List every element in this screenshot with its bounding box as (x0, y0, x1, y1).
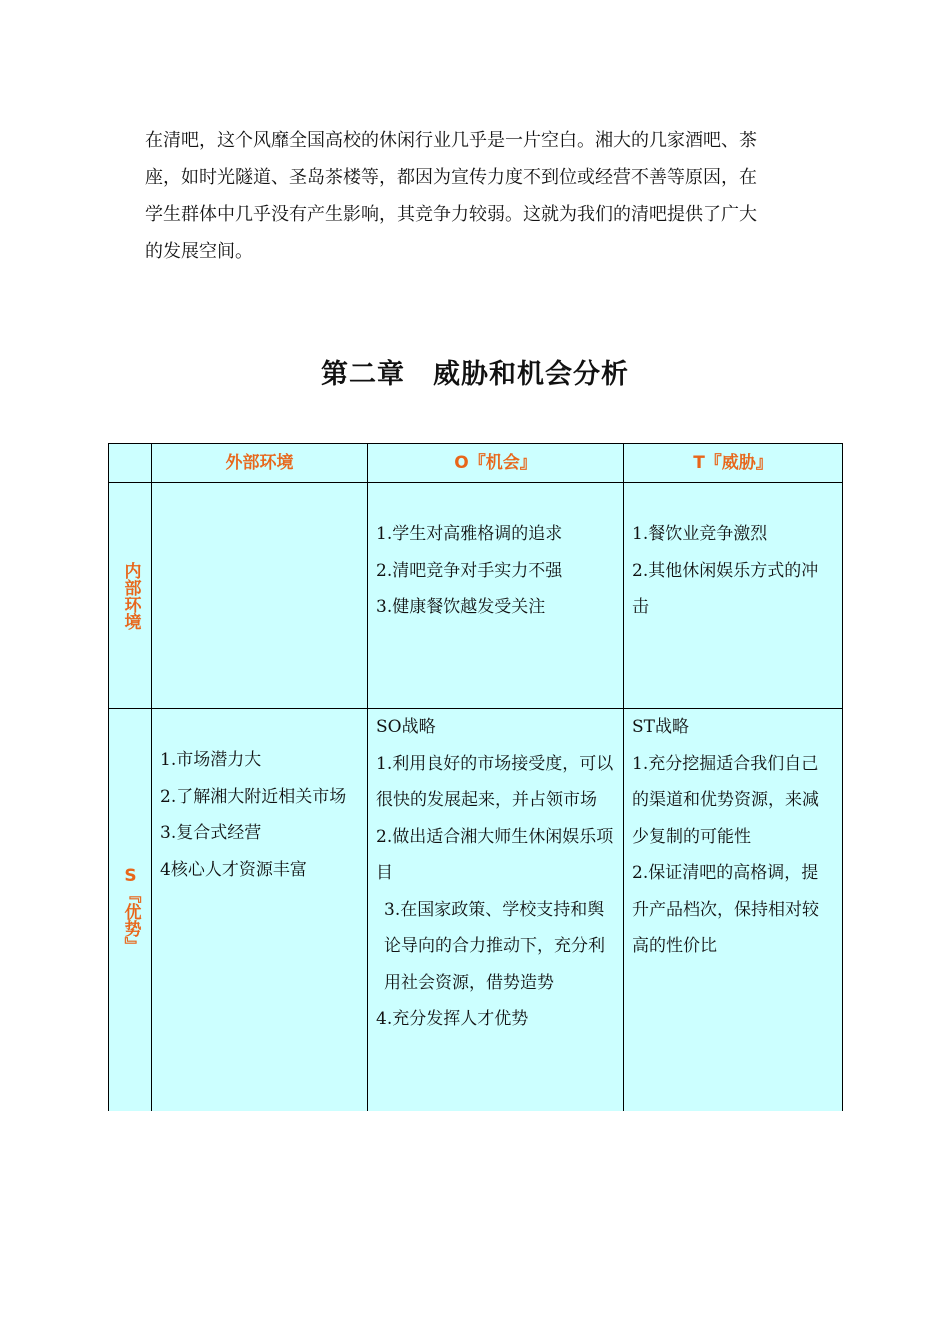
strength-item: 3.复合式经营 (160, 823, 262, 843)
chapter-title: 第二章 威胁和机会分析 (321, 359, 629, 390)
internal-environment-row (109, 483, 843, 709)
strength-item: 2.了解湘大附近相关市场 (160, 786, 347, 807)
st-strategy-cell (624, 709, 843, 1111)
so-strategy-item: 2.做出适合湘大师生休闲娱乐项目 (376, 826, 614, 883)
strength-item: 4核心人才资源丰富 (160, 859, 307, 880)
internal-environment-cell (109, 483, 152, 709)
empty-cell (152, 483, 368, 709)
st-strategy-item: 1.充分挖掘适合我们自己的渠道和优势资源，来减少复制的可能性 (632, 753, 819, 847)
strength-item: 1.市场潜力大 (160, 750, 262, 770)
header-opportunity: O『机会』 (368, 444, 624, 483)
internal-environment-label: 内部环境 (120, 561, 141, 630)
opportunity-item: 3.健康餐饮越发受关注 (376, 597, 546, 617)
so-strategy-item: 4.充分发挥人才优势 (376, 1009, 529, 1029)
opportunity-item: 1.学生对高雅格调的追求 (376, 524, 563, 544)
so-strategy-title: SO战略 (376, 717, 436, 737)
opportunities-cell (368, 483, 624, 709)
strength-cell (109, 709, 152, 1111)
header-threat: T『威胁』 (624, 444, 843, 483)
swot-table (108, 443, 843, 1111)
opportunity-item: 2.清吧竞争对手实力不强 (376, 560, 563, 581)
table-header-row (109, 444, 843, 483)
st-strategy-title: ST战略 (632, 717, 689, 737)
strength-label: S『优势』 (120, 865, 141, 954)
threat-item: 2.其他休闲娱乐方式的冲击 (632, 560, 819, 617)
st-strategy-item: 2.保证清吧的高格调，提升产品档次，保持相对较高的性价比 (632, 863, 819, 956)
intro-line: 在清吧，这个风靡全国高校的休闲行业几乎是一片空白。湘大的几家酒吧、茶 (145, 130, 757, 151)
so-strategy-cell (368, 709, 624, 1111)
strengths-cell (152, 709, 368, 1111)
intro-line: 学生群体中几乎没有产生影响，其竞争力较弱。这就为我们的清吧提供了广大 (145, 204, 757, 225)
intro-paragraph (145, 122, 817, 270)
threats-cell (624, 483, 843, 709)
strength-row (109, 709, 843, 1111)
threat-item: 1.餐饮业竞争激烈 (632, 524, 768, 544)
corner-cell (109, 444, 152, 483)
intro-line: 座，如时光隧道、圣岛茶楼等，都因为宣传力度不到位或经营不善等原因，在 (145, 167, 757, 188)
so-strategy-item: 3.在国家政策、学校支持和舆论导向的合力推动下，充分利用社会资源，借势造势 (384, 899, 605, 993)
intro-line: 的发展空间。 (145, 241, 253, 262)
so-strategy-item: 1.利用良好的市场接受度，可以很快的发展起来，并占领市场 (376, 753, 614, 810)
header-external-environment: 外部环境 (152, 444, 368, 483)
